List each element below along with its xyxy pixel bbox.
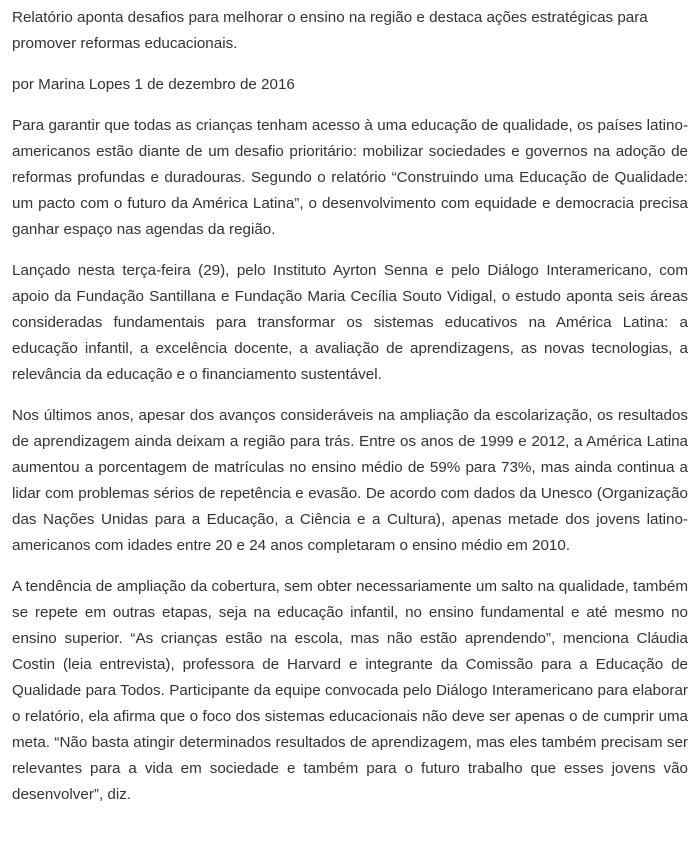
article-paragraph-2: Lançado nesta terça-feira (29), pelo Instituto Ayrton Senna e pelo Diálogo Interamericano, com apoio da Fundação Santillana e Fundação Maria Cecília Souto Vidigal, o estudo aponta seis áreas consideradas fundamentais para transformar os sistemas educativos na América Latina: a educação infantil, a excelência docente, a avaliação de aprendizagens, as novas tecnologias, a relevância da educação e o financiamento sustentável. (12, 262, 688, 383)
article-paragraph-3: Nos últimos anos, apesar dos avanços consideráveis na ampliação da escolarização, os resultados de aprendizagem ainda deixam a região para trás. Entre os anos de 1999 e 2012, a América Latina aumentou a porcentagem de matrículas no ensino médio de 59% para 73%, mas ainda continua a lidar com problemas sérios de repetência e evasão. De acordo com dados da Unesco (Organização das Nações Unidas para a Educação, a Ciência e a Cultura), apenas metade dos jovens latino-americanos com idades entre 20 e 24 anos completaram o ensino médio em 2010. (12, 407, 688, 554)
article-paragraph-4: A tendência de ampliação da cobertura, sem obter necessariamente um salto na qualidade, também se repete em outras etapas, seja na educação infantil, no ensino fundamental e até mesmo no ensino superior. “As crianças estão na escola, mas não estão aprendendo”, menciona Cláudia Costin (leia entrevista), professora de Harvard e integrante da Comissão para a Educação de Qualidade para Todos. Participante da equipe convocada pelo Diálogo Interamericano para elaborar o relatório, ela afirma que o foco dos sistemas educacionais não deve ser apenas o de cumprir uma meta. “Não basta atingir determinados resultados de aprendizagem, mas eles também precisam ser relevantes para a vida em sociedade e também para o futuro trabalho que esses jovens vão desenvolver”, diz. (12, 578, 688, 803)
article-paragraph-1: Para garantir que todas as crianças tenham acesso à uma educação de qualidade, os países latino-americanos estão diante de um desafio prioritário: mobilizar sociedades e governos na adoção de reformas profundas e duradouras. Segundo o relatório “Construindo uma Educação de Qualidade: um pacto com o futuro da América Latina”, o desenvolvimento com equidade e democracia precisa ganhar espaço nas agendas da região. (12, 117, 688, 238)
article-body (12, 0, 688, 808)
article-subtitle: Relatório aponta desafios para melhorar o ensino na região e destaca ações estratégicas para promover reformas educacionais. (12, 9, 648, 52)
article-byline: por Marina Lopes 1 de dezembro de 2016 (12, 76, 295, 93)
